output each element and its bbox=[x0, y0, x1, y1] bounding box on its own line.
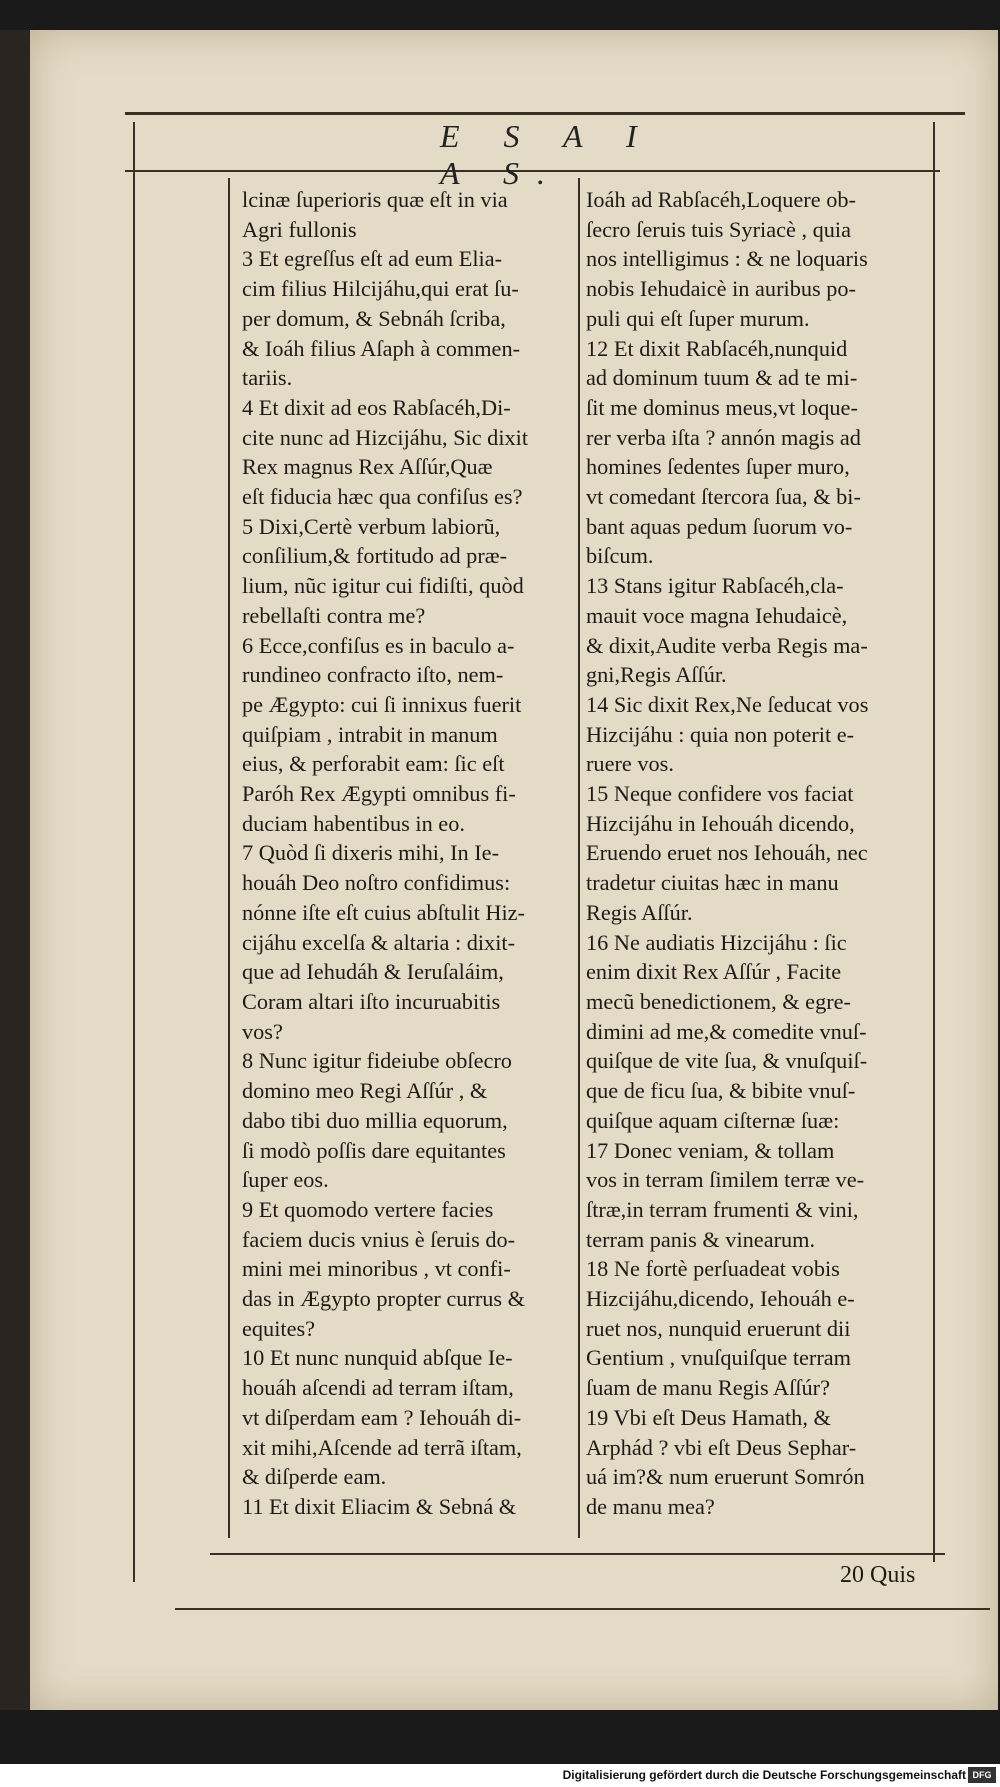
text-line: homines ſedentes ſuper muro, bbox=[586, 454, 850, 480]
bottom-rule bbox=[210, 1553, 945, 1555]
text-line: bant aquas pedum ſuorum vo- bbox=[586, 513, 853, 539]
text-line: ſi modò poſſis dare equitantes bbox=[242, 1137, 506, 1163]
text-line: rebellaſti contra me? bbox=[242, 602, 426, 628]
text-line: houáh Deo noſtro confidimus: bbox=[242, 870, 511, 896]
text-line: 19 Vbi eſt Deus Hamath, & bbox=[586, 1404, 831, 1430]
text-line: terram panis & vinearum. bbox=[586, 1226, 816, 1252]
text-line: 4 Et dixit ad eos Rabſacéh,Di- bbox=[242, 394, 511, 420]
text-line: 13 Stans igitur Rabſacéh,cla- bbox=[586, 573, 844, 599]
text-line: tariis. bbox=[242, 365, 293, 391]
text-line: 8 Nunc igitur fideiube obſecro bbox=[242, 1048, 512, 1074]
text-line: biſcum. bbox=[586, 543, 654, 569]
text-line: 14 Sic dixit Rex,Ne ſeducat vos bbox=[586, 691, 869, 717]
text-line: 11 Et dixit Eliacim & Sebná & bbox=[242, 1493, 517, 1519]
digitization-footer bbox=[0, 1764, 1000, 1787]
text-line: cijáhu excelſa & altaria : dixit- bbox=[242, 929, 516, 955]
text-line: vt diſperdam eam ? Iehouáh di- bbox=[242, 1404, 522, 1430]
text-line: 6 Ecce,confiſus es in baculo a- bbox=[242, 632, 515, 658]
text-line: rundineo confracto iſto, nem- bbox=[242, 662, 504, 688]
text-line: dabo tibi duo millia equorum, bbox=[242, 1107, 508, 1133]
text-line: Gentium , vnuſquiſque terram bbox=[586, 1345, 852, 1371]
text-line: 12 Et dixit Rabſacéh,nunquid bbox=[586, 335, 848, 361]
right-column bbox=[586, 185, 926, 1522]
text-line: houáh aſcendi ad terram iſtam, bbox=[242, 1375, 514, 1401]
text-line: 5 Dixi,Certè verbum labiorũ, bbox=[242, 513, 501, 539]
text-line: ſtræ,in terram frumenti & vini, bbox=[586, 1196, 859, 1222]
text-line: nobis Iehudaicè in auribus po- bbox=[586, 276, 856, 302]
text-line: 10 Et nunc nunquid abſque Ie- bbox=[242, 1345, 513, 1371]
text-line: quiſque de vite ſua, & vnuſquiſ- bbox=[586, 1048, 868, 1074]
text-line: ſuam de manu Regis Aſſúr? bbox=[586, 1375, 830, 1401]
text-line: Rex magnus Rex Aſſúr,Quæ bbox=[242, 454, 493, 480]
text-line: 17 Donec veniam, & tollam bbox=[586, 1137, 835, 1163]
text-line: equites? bbox=[242, 1315, 316, 1341]
text-line: per domum, & Sebnáh ſcriba, bbox=[242, 305, 506, 331]
text-line: conſilium,& fortitudo ad præ- bbox=[242, 543, 508, 569]
text-line: Ioáh ad Rabſacéh,Loquere ob- bbox=[586, 187, 856, 212]
text-line: nónne iſte eſt cuius abſtulit Hiz- bbox=[242, 899, 525, 925]
text-line: ruere vos. bbox=[586, 751, 674, 777]
text-line: lium, nũc igitur cui fidiſti, quòd bbox=[242, 573, 524, 599]
text-line: ſuper eos. bbox=[242, 1167, 329, 1193]
left-frame-line bbox=[133, 122, 135, 1582]
running-title: E S A I A S. bbox=[440, 118, 655, 191]
text-line: vt comedant ſtercora ſua, & bi- bbox=[586, 484, 861, 510]
text-line: vos? bbox=[242, 1018, 283, 1044]
text-line: cite nunc ad Hizcijáhu, Sic dixit bbox=[242, 424, 529, 450]
text-line: eius, & perforabit eam: ſic eſt bbox=[242, 751, 505, 777]
text-line: Agri fullonis bbox=[242, 216, 357, 242]
text-line: que de ficu ſua, & bibite vnuſ- bbox=[586, 1078, 856, 1104]
text-line: Regis Aſſúr. bbox=[586, 899, 693, 925]
text-line: cim filius Hilcijáhu,qui erat ſu- bbox=[242, 276, 519, 302]
text-line: mini mei minoribus , vt confi- bbox=[242, 1256, 511, 1282]
text-line: mecũ benedictionem, & egre- bbox=[586, 988, 851, 1014]
text-line: tradetur ciuitas hæc in manu bbox=[586, 870, 839, 896]
right-frame-line bbox=[933, 122, 935, 1562]
text-line: 16 Ne audiatis Hizcijáhu : ſic bbox=[586, 929, 847, 955]
text-line: de manu mea? bbox=[586, 1493, 715, 1519]
text-line: dimini ad me,& comedite vnuſ- bbox=[586, 1018, 867, 1044]
text-line: 3 Et egreſſus eſt ad eum Elia- bbox=[242, 246, 503, 272]
text-line: enim dixit Rex Aſſúr , Facite bbox=[586, 959, 842, 985]
text-line: lcinæ ſuperioris quæ eſt in via bbox=[242, 187, 508, 212]
text-line: 7 Quòd ſi dixeris mihi, In Ie- bbox=[242, 840, 499, 866]
text-line: uá im?& num eruerunt Somrón bbox=[586, 1464, 865, 1490]
text-line: Hizcijáhu in Iehouáh dicendo, bbox=[586, 810, 855, 836]
text-line: & Ioáh filius Aſaph à commen- bbox=[242, 335, 521, 361]
text-line: mauit voce magna Iehudaicè, bbox=[586, 602, 848, 628]
book-spine bbox=[0, 30, 30, 1710]
text-line: faciem ducis vnius è ſeruis do- bbox=[242, 1226, 516, 1252]
text-line: nos intelligimus : & ne loquaris bbox=[586, 246, 868, 272]
text-line: ſecro ſeruis tuis Syriacè , quia bbox=[586, 216, 852, 242]
text-line: 9 Et quomodo vertere facies bbox=[242, 1196, 494, 1222]
text-line: & dixit,Audite verba Regis ma- bbox=[586, 632, 868, 658]
footer-rule bbox=[175, 1608, 990, 1610]
text-line: Hizcijáhu,dicendo, Iehouáh e- bbox=[586, 1286, 855, 1312]
funding-credit: Digitalisierung gefördert durch die Deutsche Forschungsgemeinschaft bbox=[562, 1768, 966, 1782]
text-line: quiſpiam , intrabit in manum bbox=[242, 721, 498, 747]
text-line: eſt fiducia hæc qua confiſus es? bbox=[242, 484, 523, 510]
text-line: Hizcijáhu : quia non poterit e- bbox=[586, 721, 855, 747]
text-line: ſit me dominus meus,vt loque- bbox=[586, 394, 858, 420]
column-left-border bbox=[228, 178, 230, 1538]
text-line: das in Ægypto propter currus & bbox=[242, 1286, 526, 1312]
text-line: Eruendo eruet nos Iehouáh, nec bbox=[586, 840, 868, 866]
text-line: duciam habentibus in eo. bbox=[242, 810, 465, 836]
catchword: 20 Quis bbox=[840, 1562, 916, 1588]
text-line: & diſperde eam. bbox=[242, 1464, 387, 1490]
text-line: puli qui eſt ſuper murum. bbox=[586, 305, 810, 331]
text-line: rer verba iſta ? annón magis ad bbox=[586, 424, 861, 450]
text-line: Paróh Rex Ægypti omnibus fi- bbox=[242, 781, 516, 807]
text-line: ad dominum tuum & ad te mi- bbox=[586, 365, 858, 391]
text-line: domino meo Regi Aſſúr , & bbox=[242, 1078, 488, 1104]
text-line: pe Ægypto: cui ſi innixus fuerit bbox=[242, 691, 522, 717]
text-line: 18 Ne fortè perſuadeat vobis bbox=[586, 1256, 840, 1282]
text-line: Arphád ? vbi eſt Deus Sephar- bbox=[586, 1434, 857, 1460]
text-line: gni,Regis Aſſúr. bbox=[586, 662, 727, 688]
text-line: Coram altari iſto incuruabitis bbox=[242, 988, 501, 1014]
text-line: xit mihi,Aſcende ad terrã iſtam, bbox=[242, 1434, 522, 1460]
top-rule bbox=[125, 112, 965, 115]
left-column bbox=[242, 185, 582, 1522]
text-line: que ad Iehudáh & Ieruſaláim, bbox=[242, 959, 504, 985]
dfg-logo-icon: DFG bbox=[968, 1767, 996, 1783]
text-line: quiſque aquam ciſternæ ſuæ: bbox=[586, 1107, 840, 1133]
text-line: vos in terram ſimilem terræ ve- bbox=[586, 1167, 865, 1193]
text-line: ruet nos, nunquid eruerunt dii bbox=[586, 1315, 851, 1341]
text-line: 15 Neque confidere vos faciat bbox=[586, 781, 854, 807]
